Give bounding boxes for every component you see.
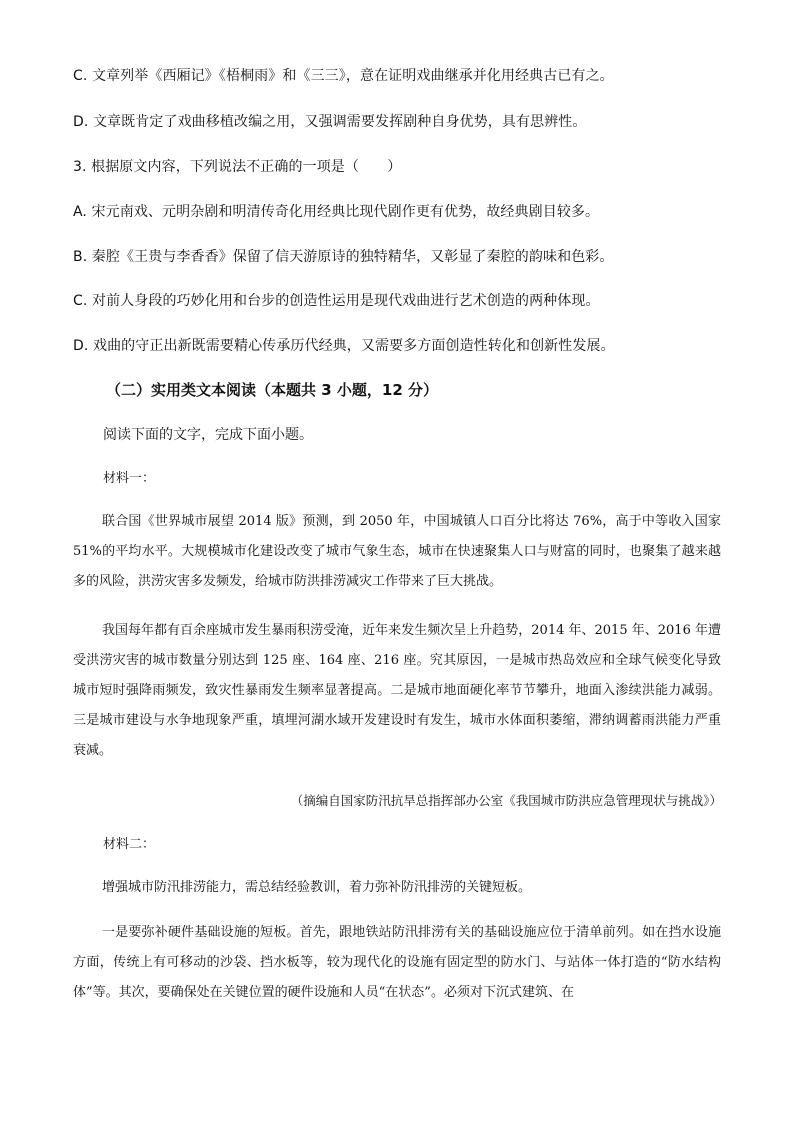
question-3-stem: 3. 根据原文内容，下列说法不正确的一项是（ ） <box>73 159 402 175</box>
option-d-q2: D. 文章既肯定了戏曲移植改编之用，又强调需要发挥剧种自身优势，具有思辨性。 <box>73 114 587 130</box>
material-2-paragraph-1: 增强城市防汛排涝能力，需总结经验教训，着力弥补防汛排涝的关键短板。 <box>102 880 532 895</box>
option-c-q2: C. 文章列举《西厢记》《梧桐雨》和《三三》，意在证明戏曲继承并化用经典古已有之。 <box>73 68 614 84</box>
question-3-option-c: C. 对前人身段的巧妙化用和台步的创造性运用是现代戏曲进行艺术创造的两种体现。 <box>73 293 600 309</box>
section-instruction: 阅读下面的文字，完成下面小题。 <box>103 427 313 443</box>
question-3-option-b: B. 秦腔《王贵与李香香》保留了信天游原诗的独特精华，又彰显了秦腔的韵味和色彩。 <box>73 249 614 265</box>
question-3-option-a: A. 宋元南戏、元明杂剧和明清传奇化用经典比现代剧作更有优势，故经典剧目较多。 <box>73 204 600 220</box>
material-1-paragraph-2: 我国每年都有百余座城市发生暴雨积涝受淹，近年来发生频次呈上升趋势，2014 年、2015 年、2016 年遭受洪涝灾害的城市数量分别达到 125 座、164 座、216 座。究其原因，一是城市热岛效应和全球气候变化导致城市短时强降雨频发，致灾性暴雨发生频率显著提高。二是城市地面硬化率节节攀升，地面入渗续洪能力减弱。三是城市建设与水争地现象严重，填埋河湖水域开发建设时有发生，城市水体面积萎缩，滞纳调蓄雨洪能力严重衰减。 <box>73 623 721 758</box>
section-heading: （二）实用类文本阅读（本题共 3 小题，12 分） <box>106 381 438 399</box>
material-1-source: （摘编自国家防汛抗旱总指挥部办公室《我国城市防洪应急管理现状与挑战》） <box>290 793 722 808</box>
material-2-label: 材料二： <box>103 837 156 852</box>
material-1-paragraph-1: 联合国《世界城市展望 2014 版》预测，到 2050 年，中国城镇人口百分比将达 76%，高于中等收入国家 51%的平均水平。大规模城市化建设改变了城市气象生态，城市在快速聚集人口与财富的同时，也聚集了越来越多的风险，洪涝灾害多发频发，给城市防洪排涝减灾工作带来了巨大挑战。 <box>73 514 721 589</box>
material-1-label: 材料一： <box>103 471 156 486</box>
question-3-option-d: D. 戏曲的守正出新既需要精心传承历代经典，又需要多方面创造性转化和创新性发展。 <box>73 338 615 354</box>
material-2-paragraph-2: 一是要弥补硬件基础设施的短板。首先，跟地铁站防汛排涝有关的基础设施应位于清单前列。如在挡水设施方面，传统上有可移动的沙袋、挡水板等，较为现代化的设施有固定型的防水门、与站体一体打造的“防水结构体”等。其次，要确保处在关键位置的硬件设施和人员“在状态”。必须对下沉式建筑、在 <box>73 925 721 1000</box>
